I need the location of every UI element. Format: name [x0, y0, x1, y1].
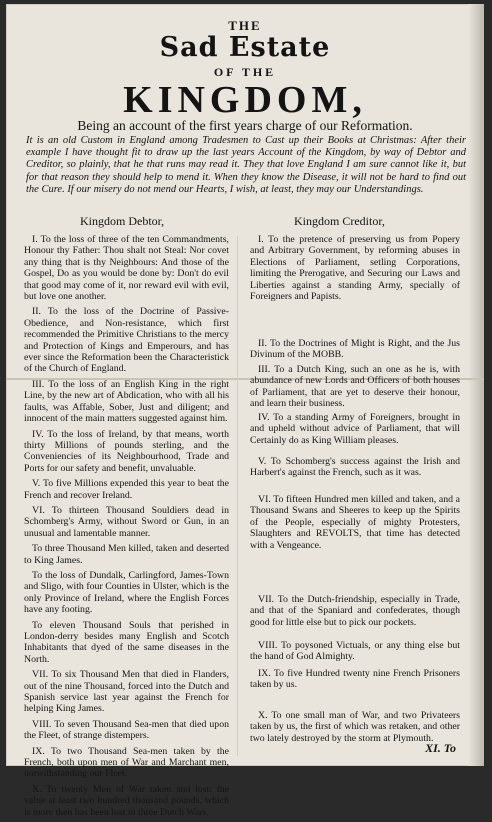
creditor-item: VIII. To poysoned Victuals, or any thing else but the hand of God Almighty.: [250, 640, 460, 663]
debtor-item: To the loss of Dundalk, Carlingford, James-Town and Sligo, with four Counties in Ulster, which is the only Province of Ireland, where the English Forces have any footing.: [24, 569, 229, 616]
creditor-item: IX. To five Hundred twenty nine French Prisoners taken by us.: [250, 668, 460, 691]
debtor-item: V. To five Millions expended this year to beat the French and recover Ireland.: [24, 478, 229, 501]
heading-of-the: OF THE: [213, 65, 277, 79]
intro-paragraph: It is an old Custom in England among Tradesmen to Cast up their Books at Christmas: After their example I have thought fit to draw up the last years Account of the Kingdom, by way of Debtor and Creditor, so plainly, that he that runs may read it. They that love England I am sure cannot like it, but for that reason they should help to mend it. When they know the Disease, it will not be hard to find out the Cure. If our misery do not mend our Hearts, I wish, at least, they may our Understandings.: [26, 135, 466, 195]
creditor-item: VII. To the Dutch-friendship, especially in Trade, and that of the Spaniard and confederates, though good for little else but to pick our pockets.: [250, 594, 460, 628]
creditor-item: X. To one small man of War, and two Privateers taken by us, the first of which was retaken, and other two lately destroyed by the storm at Plymouth.: [250, 710, 460, 744]
broadside-sheet: [6, 4, 484, 818]
creditor-item: I. To the pretence of preserving us from Popery and Arbitrary Government, by reforming abuses in Elections of Parliament, setling Corporations, limiting the Prerogative, and Securing our Laws and Liberties against a standing Army, specially of Foreigners and Papists.: [250, 234, 460, 303]
debtor-item: X. To twenty Men of War taken and lost: the value at least two hundred thousand pounds, which is more then has been lost in three Dutch Wars.: [24, 783, 229, 818]
creditor-column-title: Kingdom Creditor,: [294, 214, 385, 228]
creditor-item: III. To a Dutch King, such an one as he is, with abundance of new Lords and Officers of both houses of Parliament, that are yet to deserve their honour, and learn their business.: [250, 364, 460, 410]
debtor-item: VII. To six Thousand Men that died in Flanders, out of the nine Thousand, forced into the Dutch and Spanish service last year against the French for helping King James.: [24, 669, 229, 715]
debtor-column-title: Kingdom Debtor,: [80, 214, 165, 228]
debtor-item: I. To the loss of three of the ten Commandments, Honour thy Father: Thou shalt not Steal: Nor covet any thing that is thy Neighbours: And those of the Gospel, Do as you would be done by: Don't do evil that good may come of it, nor reward evil with evil, but love one another.: [24, 234, 229, 303]
debtor-item: II. To the loss of the Doctrine of Passive-Obedience, and Non-resistance, which first recommended the Primitive Christians to the mercy and Protection of Kings and Emperours, and has ever since the Reformation been the Characteristick of the Church of England.: [24, 306, 229, 375]
creditor-item: II. To the Doctrines of Might is Right, and the Jus Divinum of the MOBB.: [250, 338, 460, 361]
vertical-fold-line: [237, 236, 238, 756]
debtor-item: VIII. To seven Thousand Sea-men that died upon the Fleet, of strange distempers.: [24, 718, 229, 742]
debtor-item: VI. To thirteen Thousand Souldiers dead in Schomberg's Army, without Sword or Gun, in an unusual and lamentable manner.: [24, 504, 229, 539]
heading-the: THE: [228, 18, 262, 33]
heading-kingdom: KINGDOM,: [123, 79, 367, 121]
creditor-item: IV. To a standing Army of Foreigners, brought in and upheld without advice of Parliament, that will Certainly do as King William pleases.: [250, 412, 460, 446]
creditor-column: [250, 234, 460, 759]
heading-sad-estate: Sad Estate: [159, 32, 331, 63]
creditor-item: VI. To fifteen Hundred men killed and taken, and a Thousand Swans and Sheeres to keep up the Spirits of the People, especially of mighty Protesters, Slaughters and REVOLTS, that time has detected with a Vengeance.: [250, 494, 460, 551]
debtor-item: To eleven Thousand Souls that perished in London-derry besides many English and Scotch Inhabitants that dyed of the same diseases in the North.: [24, 619, 229, 665]
heading-subtitle: Being an account of the first years charge of our Reformation.: [77, 118, 413, 133]
debtor-column: [24, 234, 229, 822]
debtor-item: III. To the loss of an English King in the right Line, by the new art of Abdication, who with all his faults, was Affable, Sober, Just and diligent; and innocent of the main matters suggested against him.: [24, 378, 229, 425]
debtor-item: IV. To the loss of Ireland, by that means, worth thirty Millions of pounds sterling, and the Conveniencies of its Neighbourhood, Trade and Ports for our safety and benefit, unvaluable.: [24, 428, 229, 474]
catchword: XI. To: [425, 741, 456, 755]
debtor-item: IX. To two Thousand Sea-men taken by the French, both upon men of War and Marchant men, notwithstanding our Fleet.: [24, 745, 229, 780]
debtor-item: To three Thousand Men killed, taken and deserted to King James.: [24, 543, 229, 566]
creditor-item: V. To Schomberg's success against the Irish and Harbert's against the French, such as it was.: [250, 456, 460, 479]
